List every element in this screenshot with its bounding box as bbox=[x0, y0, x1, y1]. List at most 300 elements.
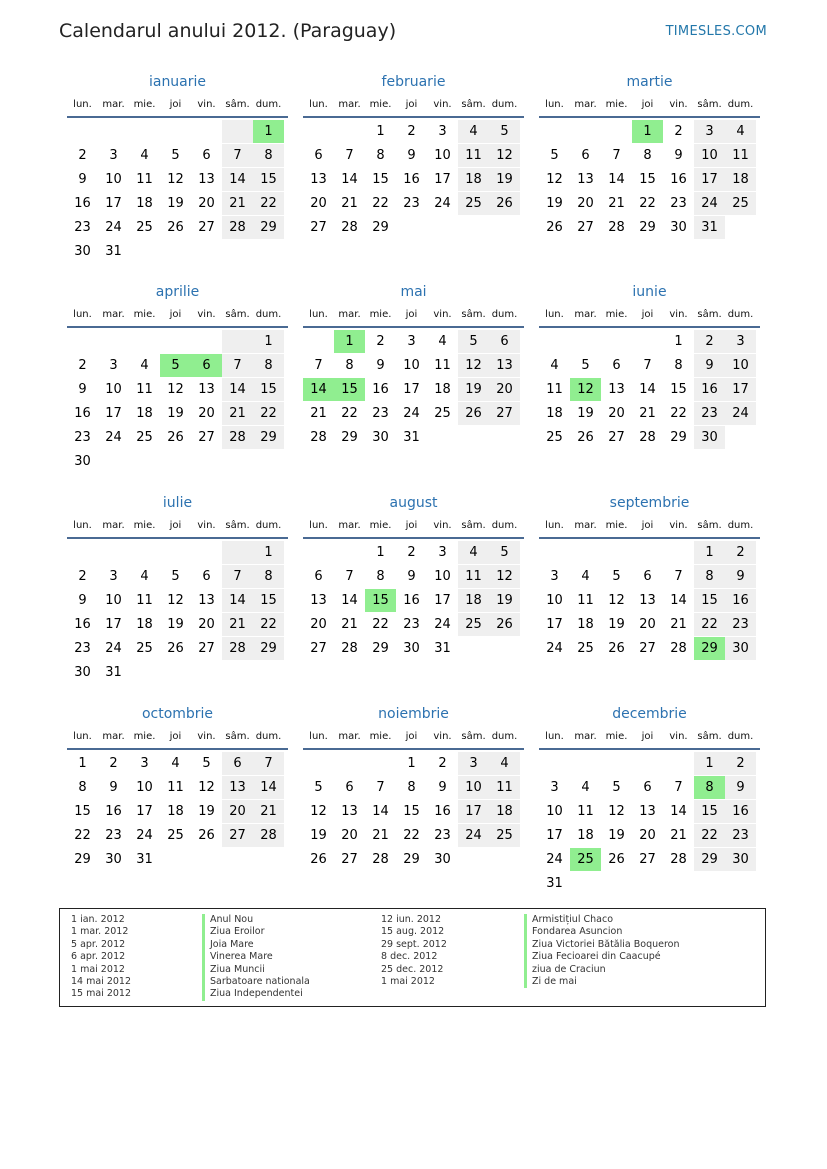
day-cell[interactable]: 18 bbox=[136, 196, 153, 211]
day-cell[interactable]: 16 bbox=[725, 800, 756, 823]
day-cell[interactable]: 3 bbox=[407, 334, 416, 349]
day-cell[interactable]: 5 bbox=[612, 780, 621, 795]
day-cell[interactable]: 2 bbox=[109, 756, 118, 771]
day-cell[interactable]: 5 bbox=[550, 148, 559, 163]
day-cell[interactable]: 22 bbox=[253, 613, 284, 636]
day-cell[interactable]: 18 bbox=[167, 804, 184, 819]
day-cell[interactable]: 3 bbox=[438, 124, 447, 139]
day-cell[interactable]: 18 bbox=[577, 828, 594, 843]
day-cell[interactable]: 19 bbox=[310, 828, 327, 843]
day-cell[interactable]: 1 bbox=[253, 120, 284, 143]
day-cell[interactable]: 21 bbox=[310, 406, 327, 421]
day-cell[interactable]: 4 bbox=[438, 334, 447, 349]
day-cell[interactable]: 26 bbox=[546, 220, 563, 235]
day-cell[interactable]: 14 bbox=[670, 593, 687, 608]
day-cell[interactable]: 14 bbox=[639, 382, 656, 397]
day-cell[interactable]: 24 bbox=[725, 402, 756, 425]
day-cell[interactable]: 24 bbox=[546, 641, 563, 656]
day-cell[interactable]: 4 bbox=[489, 752, 520, 775]
day-cell[interactable]: 19 bbox=[458, 378, 489, 401]
day-cell[interactable]: 6 bbox=[314, 148, 323, 163]
day-cell[interactable]: 12 bbox=[167, 172, 184, 187]
day-cell[interactable]: 22 bbox=[639, 196, 656, 211]
day-cell[interactable]: 30 bbox=[403, 641, 420, 656]
day-cell[interactable]: 21 bbox=[222, 402, 253, 425]
day-cell[interactable]: 9 bbox=[407, 148, 416, 163]
day-cell[interactable]: 23 bbox=[725, 824, 756, 847]
day-cell[interactable]: 21 bbox=[253, 800, 284, 823]
day-cell[interactable]: 14 bbox=[253, 776, 284, 799]
day-cell[interactable]: 20 bbox=[310, 617, 327, 632]
day-cell[interactable]: 1 bbox=[407, 756, 416, 771]
day-cell[interactable]: 30 bbox=[74, 454, 91, 469]
day-cell[interactable]: 3 bbox=[109, 148, 118, 163]
day-cell[interactable]: 7 bbox=[222, 565, 253, 588]
day-cell[interactable]: 15 bbox=[694, 589, 725, 612]
day-cell[interactable]: 19 bbox=[167, 617, 184, 632]
day-cell[interactable]: 31 bbox=[105, 665, 122, 680]
day-cell[interactable]: 13 bbox=[639, 593, 656, 608]
day-cell[interactable]: 2 bbox=[407, 124, 416, 139]
day-cell[interactable]: 13 bbox=[608, 382, 625, 397]
day-cell[interactable]: 10 bbox=[136, 780, 153, 795]
day-cell[interactable]: 28 bbox=[639, 430, 656, 445]
day-cell[interactable]: 12 bbox=[570, 378, 601, 401]
day-cell[interactable]: 6 bbox=[643, 569, 652, 584]
day-cell[interactable]: 27 bbox=[577, 220, 594, 235]
day-cell[interactable]: 18 bbox=[136, 617, 153, 632]
day-cell[interactable]: 24 bbox=[403, 406, 420, 421]
day-cell[interactable]: 4 bbox=[140, 148, 149, 163]
day-cell[interactable]: 29 bbox=[372, 641, 389, 656]
day-cell[interactable]: 11 bbox=[458, 144, 489, 167]
day-cell[interactable]: 5 bbox=[202, 756, 211, 771]
day-cell[interactable]: 22 bbox=[372, 196, 389, 211]
day-cell[interactable]: 2 bbox=[725, 752, 756, 775]
day-cell[interactable]: 13 bbox=[577, 172, 594, 187]
day-cell[interactable]: 9 bbox=[78, 382, 87, 397]
day-cell[interactable]: 1 bbox=[376, 545, 385, 560]
day-cell[interactable]: 19 bbox=[577, 406, 594, 421]
day-cell[interactable]: 23 bbox=[434, 828, 451, 843]
day-cell[interactable]: 6 bbox=[202, 569, 211, 584]
day-cell[interactable]: 29 bbox=[253, 426, 284, 449]
day-cell[interactable]: 10 bbox=[458, 776, 489, 799]
day-cell[interactable]: 10 bbox=[434, 148, 451, 163]
day-cell[interactable]: 3 bbox=[725, 330, 756, 353]
day-cell[interactable]: 25 bbox=[167, 828, 184, 843]
day-cell[interactable]: 30 bbox=[105, 852, 122, 867]
day-cell[interactable]: 12 bbox=[546, 172, 563, 187]
day-cell[interactable]: 21 bbox=[222, 192, 253, 215]
day-cell[interactable]: 11 bbox=[577, 804, 594, 819]
day-cell[interactable]: 29 bbox=[670, 430, 687, 445]
day-cell[interactable]: 17 bbox=[434, 593, 451, 608]
day-cell[interactable]: 15 bbox=[253, 378, 284, 401]
day-cell[interactable]: 22 bbox=[372, 617, 389, 632]
day-cell[interactable]: 5 bbox=[489, 120, 520, 143]
day-cell[interactable]: 1 bbox=[632, 120, 663, 143]
day-cell[interactable]: 24 bbox=[105, 430, 122, 445]
day-cell[interactable]: 10 bbox=[403, 358, 420, 373]
day-cell[interactable]: 1 bbox=[334, 330, 365, 353]
day-cell[interactable]: 27 bbox=[310, 641, 327, 656]
day-cell[interactable]: 2 bbox=[674, 124, 683, 139]
day-cell[interactable]: 26 bbox=[608, 641, 625, 656]
day-cell[interactable]: 27 bbox=[639, 641, 656, 656]
day-cell[interactable]: 17 bbox=[105, 406, 122, 421]
day-cell[interactable]: 13 bbox=[198, 382, 215, 397]
day-cell[interactable]: 19 bbox=[489, 589, 520, 612]
day-cell[interactable]: 9 bbox=[694, 354, 725, 377]
day-cell[interactable]: 19 bbox=[167, 196, 184, 211]
day-cell[interactable]: 4 bbox=[171, 756, 180, 771]
day-cell[interactable]: 16 bbox=[403, 172, 420, 187]
day-cell[interactable]: 26 bbox=[167, 641, 184, 656]
day-cell[interactable]: 11 bbox=[136, 172, 153, 187]
day-cell[interactable]: 11 bbox=[136, 593, 153, 608]
day-cell[interactable]: 25 bbox=[136, 220, 153, 235]
day-cell[interactable]: 14 bbox=[303, 378, 334, 401]
day-cell[interactable]: 5 bbox=[171, 148, 180, 163]
day-cell[interactable]: 1 bbox=[674, 334, 683, 349]
day-cell[interactable]: 15 bbox=[639, 172, 656, 187]
day-cell[interactable]: 7 bbox=[222, 144, 253, 167]
day-cell[interactable]: 25 bbox=[458, 613, 489, 636]
day-cell[interactable]: 2 bbox=[694, 330, 725, 353]
day-cell[interactable]: 3 bbox=[550, 780, 559, 795]
day-cell[interactable]: 7 bbox=[314, 358, 323, 373]
day-cell[interactable]: 16 bbox=[434, 804, 451, 819]
day-cell[interactable]: 10 bbox=[105, 593, 122, 608]
day-cell[interactable]: 14 bbox=[222, 168, 253, 191]
day-cell[interactable]: 27 bbox=[341, 852, 358, 867]
day-cell[interactable]: 9 bbox=[109, 780, 118, 795]
day-cell[interactable]: 15 bbox=[372, 172, 389, 187]
day-cell[interactable]: 23 bbox=[670, 196, 687, 211]
day-cell[interactable]: 21 bbox=[639, 406, 656, 421]
day-cell[interactable]: 14 bbox=[341, 172, 358, 187]
day-cell[interactable]: 29 bbox=[694, 848, 725, 871]
day-cell[interactable]: 10 bbox=[105, 172, 122, 187]
day-cell[interactable]: 4 bbox=[550, 358, 559, 373]
day-cell[interactable]: 23 bbox=[372, 406, 389, 421]
day-cell[interactable]: 27 bbox=[198, 430, 215, 445]
day-cell[interactable]: 28 bbox=[608, 220, 625, 235]
day-cell[interactable]: 28 bbox=[253, 824, 284, 847]
day-cell[interactable]: 4 bbox=[581, 780, 590, 795]
day-cell[interactable]: 25 bbox=[434, 406, 451, 421]
day-cell[interactable]: 1 bbox=[694, 752, 725, 775]
day-cell[interactable]: 1 bbox=[78, 756, 87, 771]
day-cell[interactable]: 28 bbox=[670, 641, 687, 656]
day-cell[interactable]: 10 bbox=[694, 144, 725, 167]
day-cell[interactable]: 8 bbox=[694, 776, 725, 799]
day-cell[interactable]: 6 bbox=[345, 780, 354, 795]
day-cell[interactable]: 1 bbox=[376, 124, 385, 139]
day-cell[interactable]: 7 bbox=[345, 569, 354, 584]
day-cell[interactable]: 25 bbox=[136, 430, 153, 445]
day-cell[interactable]: 26 bbox=[167, 220, 184, 235]
day-cell[interactable]: 16 bbox=[725, 589, 756, 612]
day-cell[interactable]: 12 bbox=[198, 780, 215, 795]
day-cell[interactable]: 25 bbox=[489, 824, 520, 847]
day-cell[interactable]: 7 bbox=[376, 780, 385, 795]
day-cell[interactable]: 14 bbox=[222, 589, 253, 612]
day-cell[interactable]: 23 bbox=[74, 641, 91, 656]
day-cell[interactable]: 26 bbox=[489, 613, 520, 636]
day-cell[interactable]: 7 bbox=[253, 752, 284, 775]
day-cell[interactable]: 20 bbox=[489, 378, 520, 401]
day-cell[interactable]: 1 bbox=[694, 541, 725, 564]
day-cell[interactable]: 26 bbox=[577, 430, 594, 445]
day-cell[interactable]: 8 bbox=[78, 780, 87, 795]
day-cell[interactable]: 6 bbox=[643, 780, 652, 795]
day-cell[interactable]: 8 bbox=[345, 358, 354, 373]
day-cell[interactable]: 5 bbox=[612, 569, 621, 584]
day-cell[interactable]: 19 bbox=[167, 406, 184, 421]
day-cell[interactable]: 11 bbox=[577, 593, 594, 608]
day-cell[interactable]: 12 bbox=[458, 354, 489, 377]
day-cell[interactable]: 31 bbox=[403, 430, 420, 445]
day-cell[interactable]: 4 bbox=[725, 120, 756, 143]
day-cell[interactable]: 23 bbox=[725, 613, 756, 636]
day-cell[interactable]: 19 bbox=[608, 617, 625, 632]
day-cell[interactable]: 12 bbox=[608, 804, 625, 819]
day-cell[interactable]: 12 bbox=[167, 593, 184, 608]
day-cell[interactable]: 25 bbox=[136, 641, 153, 656]
day-cell[interactable]: 20 bbox=[198, 617, 215, 632]
day-cell[interactable]: 27 bbox=[639, 852, 656, 867]
day-cell[interactable]: 31 bbox=[105, 244, 122, 259]
day-cell[interactable]: 1 bbox=[253, 330, 284, 353]
day-cell[interactable]: 17 bbox=[105, 617, 122, 632]
day-cell[interactable]: 5 bbox=[458, 330, 489, 353]
day-cell[interactable]: 2 bbox=[407, 545, 416, 560]
day-cell[interactable]: 28 bbox=[310, 430, 327, 445]
day-cell[interactable]: 3 bbox=[694, 120, 725, 143]
day-cell[interactable]: 4 bbox=[458, 120, 489, 143]
day-cell[interactable]: 11 bbox=[136, 382, 153, 397]
day-cell[interactable]: 27 bbox=[489, 402, 520, 425]
day-cell[interactable]: 7 bbox=[674, 569, 683, 584]
day-cell[interactable]: 6 bbox=[314, 569, 323, 584]
day-cell[interactable]: 17 bbox=[403, 382, 420, 397]
day-cell[interactable]: 21 bbox=[341, 617, 358, 632]
day-cell[interactable]: 13 bbox=[639, 804, 656, 819]
day-cell[interactable]: 7 bbox=[345, 148, 354, 163]
day-cell[interactable]: 30 bbox=[74, 665, 91, 680]
day-cell[interactable]: 1 bbox=[253, 541, 284, 564]
day-cell[interactable]: 23 bbox=[694, 402, 725, 425]
day-cell[interactable]: 8 bbox=[376, 148, 385, 163]
day-cell[interactable]: 18 bbox=[434, 382, 451, 397]
day-cell[interactable]: 9 bbox=[78, 593, 87, 608]
day-cell[interactable]: 14 bbox=[372, 804, 389, 819]
day-cell[interactable]: 30 bbox=[670, 220, 687, 235]
day-cell[interactable]: 4 bbox=[140, 569, 149, 584]
day-cell[interactable]: 29 bbox=[403, 852, 420, 867]
day-cell[interactable]: 24 bbox=[434, 196, 451, 211]
day-cell[interactable]: 8 bbox=[407, 780, 416, 795]
day-cell[interactable]: 10 bbox=[725, 354, 756, 377]
day-cell[interactable]: 21 bbox=[670, 617, 687, 632]
day-cell[interactable]: 15 bbox=[670, 382, 687, 397]
day-cell[interactable]: 3 bbox=[438, 545, 447, 560]
day-cell[interactable]: 27 bbox=[198, 641, 215, 656]
day-cell[interactable]: 7 bbox=[643, 358, 652, 373]
day-cell[interactable]: 16 bbox=[403, 593, 420, 608]
day-cell[interactable]: 12 bbox=[489, 144, 520, 167]
day-cell[interactable]: 5 bbox=[160, 354, 191, 377]
day-cell[interactable]: 8 bbox=[694, 565, 725, 588]
day-cell[interactable]: 26 bbox=[167, 430, 184, 445]
day-cell[interactable]: 3 bbox=[458, 752, 489, 775]
day-cell[interactable]: 10 bbox=[434, 569, 451, 584]
day-cell[interactable]: 23 bbox=[74, 430, 91, 445]
day-cell[interactable]: 22 bbox=[341, 406, 358, 421]
day-cell[interactable]: 30 bbox=[694, 426, 725, 449]
day-cell[interactable]: 8 bbox=[643, 148, 652, 163]
day-cell[interactable]: 20 bbox=[639, 617, 656, 632]
day-cell[interactable]: 24 bbox=[136, 828, 153, 843]
day-cell[interactable]: 17 bbox=[694, 168, 725, 191]
day-cell[interactable]: 14 bbox=[341, 593, 358, 608]
day-cell[interactable]: 18 bbox=[725, 168, 756, 191]
day-cell[interactable]: 13 bbox=[198, 172, 215, 187]
day-cell[interactable]: 2 bbox=[78, 148, 87, 163]
day-cell[interactable]: 3 bbox=[109, 358, 118, 373]
day-cell[interactable]: 14 bbox=[608, 172, 625, 187]
day-cell[interactable]: 8 bbox=[253, 354, 284, 377]
day-cell[interactable]: 29 bbox=[341, 430, 358, 445]
day-cell[interactable]: 9 bbox=[438, 780, 447, 795]
day-cell[interactable]: 11 bbox=[489, 776, 520, 799]
day-cell[interactable]: 6 bbox=[191, 354, 222, 377]
day-cell[interactable]: 16 bbox=[694, 378, 725, 401]
day-cell[interactable]: 9 bbox=[376, 358, 385, 373]
day-cell[interactable]: 23 bbox=[74, 220, 91, 235]
day-cell[interactable]: 28 bbox=[222, 216, 253, 239]
day-cell[interactable]: 28 bbox=[222, 637, 253, 660]
day-cell[interactable]: 19 bbox=[489, 168, 520, 191]
day-cell[interactable]: 30 bbox=[725, 637, 756, 660]
day-cell[interactable]: 6 bbox=[222, 752, 253, 775]
day-cell[interactable]: 17 bbox=[458, 800, 489, 823]
day-cell[interactable]: 20 bbox=[198, 406, 215, 421]
day-cell[interactable]: 16 bbox=[74, 617, 91, 632]
day-cell[interactable]: 20 bbox=[577, 196, 594, 211]
day-cell[interactable]: 22 bbox=[74, 828, 91, 843]
day-cell[interactable]: 15 bbox=[334, 378, 365, 401]
day-cell[interactable]: 12 bbox=[310, 804, 327, 819]
day-cell[interactable]: 14 bbox=[670, 804, 687, 819]
day-cell[interactable]: 22 bbox=[694, 824, 725, 847]
day-cell[interactable]: 6 bbox=[612, 358, 621, 373]
day-cell[interactable]: 11 bbox=[725, 144, 756, 167]
day-cell[interactable]: 29 bbox=[694, 637, 725, 660]
day-cell[interactable]: 29 bbox=[253, 216, 284, 239]
day-cell[interactable]: 23 bbox=[403, 196, 420, 211]
day-cell[interactable]: 12 bbox=[489, 565, 520, 588]
day-cell[interactable]: 21 bbox=[222, 613, 253, 636]
day-cell[interactable]: 18 bbox=[458, 589, 489, 612]
day-cell[interactable]: 15 bbox=[253, 589, 284, 612]
day-cell[interactable]: 8 bbox=[253, 565, 284, 588]
day-cell[interactable]: 26 bbox=[310, 852, 327, 867]
day-cell[interactable]: 18 bbox=[489, 800, 520, 823]
day-cell[interactable]: 22 bbox=[694, 613, 725, 636]
day-cell[interactable]: 31 bbox=[694, 216, 725, 239]
day-cell[interactable]: 3 bbox=[550, 569, 559, 584]
day-cell[interactable]: 5 bbox=[314, 780, 323, 795]
day-cell[interactable]: 8 bbox=[674, 358, 683, 373]
day-cell[interactable]: 19 bbox=[546, 196, 563, 211]
day-cell[interactable]: 2 bbox=[78, 569, 87, 584]
day-cell[interactable]: 6 bbox=[489, 330, 520, 353]
day-cell[interactable]: 27 bbox=[310, 220, 327, 235]
day-cell[interactable]: 29 bbox=[74, 852, 91, 867]
day-cell[interactable]: 25 bbox=[458, 192, 489, 215]
day-cell[interactable]: 28 bbox=[670, 852, 687, 867]
day-cell[interactable]: 5 bbox=[171, 569, 180, 584]
day-cell[interactable]: 9 bbox=[407, 569, 416, 584]
day-cell[interactable]: 11 bbox=[434, 358, 451, 373]
day-cell[interactable]: 17 bbox=[725, 378, 756, 401]
day-cell[interactable]: 3 bbox=[109, 569, 118, 584]
day-cell[interactable]: 15 bbox=[694, 800, 725, 823]
day-cell[interactable]: 2 bbox=[725, 541, 756, 564]
day-cell[interactable]: 13 bbox=[310, 172, 327, 187]
day-cell[interactable]: 10 bbox=[105, 382, 122, 397]
day-cell[interactable]: 12 bbox=[608, 593, 625, 608]
day-cell[interactable]: 6 bbox=[581, 148, 590, 163]
day-cell[interactable]: 30 bbox=[74, 244, 91, 259]
day-cell[interactable]: 25 bbox=[570, 848, 601, 871]
day-cell[interactable]: 13 bbox=[222, 776, 253, 799]
day-cell[interactable]: 26 bbox=[458, 402, 489, 425]
day-cell[interactable]: 13 bbox=[198, 593, 215, 608]
day-cell[interactable]: 5 bbox=[489, 541, 520, 564]
day-cell[interactable]: 30 bbox=[372, 430, 389, 445]
day-cell[interactable]: 9 bbox=[674, 148, 683, 163]
day-cell[interactable]: 15 bbox=[365, 589, 396, 612]
day-cell[interactable]: 2 bbox=[438, 756, 447, 771]
day-cell[interactable]: 17 bbox=[434, 172, 451, 187]
day-cell[interactable]: 4 bbox=[140, 358, 149, 373]
day-cell[interactable]: 25 bbox=[577, 641, 594, 656]
day-cell[interactable]: 29 bbox=[253, 637, 284, 660]
day-cell[interactable]: 18 bbox=[458, 168, 489, 191]
day-cell[interactable]: 28 bbox=[222, 426, 253, 449]
day-cell[interactable]: 14 bbox=[222, 378, 253, 401]
day-cell[interactable]: 11 bbox=[546, 382, 563, 397]
day-cell[interactable]: 4 bbox=[581, 569, 590, 584]
day-cell[interactable]: 2 bbox=[376, 334, 385, 349]
day-cell[interactable]: 30 bbox=[725, 848, 756, 871]
day-cell[interactable]: 31 bbox=[546, 876, 563, 891]
day-cell[interactable]: 8 bbox=[376, 569, 385, 584]
day-cell[interactable]: 16 bbox=[105, 804, 122, 819]
day-cell[interactable]: 31 bbox=[136, 852, 153, 867]
site-link[interactable]: TIMESLES.COM bbox=[665, 24, 767, 39]
day-cell[interactable]: 11 bbox=[167, 780, 184, 795]
day-cell[interactable]: 3 bbox=[140, 756, 149, 771]
day-cell[interactable]: 18 bbox=[577, 617, 594, 632]
day-cell[interactable]: 20 bbox=[608, 406, 625, 421]
day-cell[interactable]: 10 bbox=[546, 804, 563, 819]
day-cell[interactable]: 15 bbox=[253, 168, 284, 191]
